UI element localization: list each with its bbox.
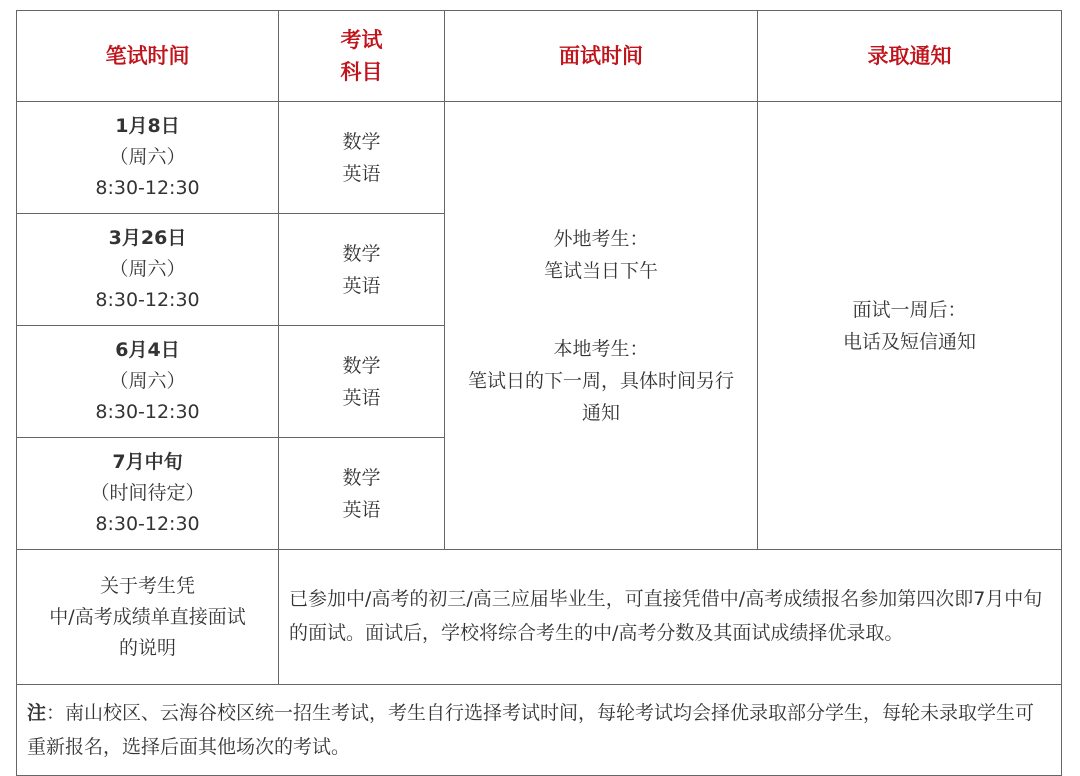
- exam-day-note: （时间待定）: [90, 482, 205, 504]
- exam-time: 8:30-12:30: [95, 177, 200, 199]
- header-exam-time: 笔试时间: [17, 11, 279, 102]
- notice-line1: 面试一周后：: [852, 298, 967, 321]
- header-row: [17, 11, 1062, 102]
- exam-time: 8:30-12:30: [95, 289, 200, 311]
- subject-english: 英语: [342, 162, 381, 185]
- exam-date: 3月26日: [108, 227, 187, 249]
- header-subject-line2: 科目: [340, 60, 383, 84]
- subject-math: 数学: [342, 242, 381, 265]
- exam-date: 6月4日: [115, 339, 180, 361]
- footer-note-row: [17, 685, 1062, 776]
- exam-day-note: （周六）: [109, 258, 186, 280]
- local-desc-line2: 通知: [581, 401, 620, 424]
- nonlocal-desc: 笔试当日下午: [543, 259, 658, 282]
- interview-time-cell: [445, 102, 758, 550]
- nonlocal-title: 外地考生：: [553, 227, 649, 250]
- exam-subjects-cell: [279, 102, 445, 214]
- header-subject: [279, 11, 445, 102]
- exam-subjects-cell: [279, 438, 445, 550]
- exam-date-cell: [17, 438, 279, 550]
- footer-text: ：南山校区、云海谷校区统一招生考试，考生自行选择考试时间，每轮考试均会择优录取部分学生，每轮未录取学生可重新报名，选择后面其他场次的考试。: [27, 702, 1035, 758]
- local-title: 本地考生：: [553, 337, 649, 360]
- subject-english: 英语: [342, 386, 381, 409]
- direct-interview-row: [17, 550, 1062, 685]
- spacer: [445, 287, 757, 333]
- exam-date-cell: [17, 214, 279, 326]
- exam-time: 8:30-12:30: [95, 401, 200, 423]
- admission-notice-cell: [758, 102, 1062, 550]
- direct-label-line3: 的说明: [118, 636, 176, 659]
- exam-row: [17, 102, 1062, 214]
- exam-day-note: （周六）: [109, 370, 186, 392]
- direct-label-line2: 中/高考成绩单直接面试: [49, 605, 246, 628]
- direct-interview-label-cell: [17, 550, 279, 685]
- subject-english: 英语: [342, 498, 381, 521]
- footer-note-cell: [17, 685, 1062, 776]
- notice-line2: 电话及短信通知: [842, 330, 976, 353]
- direct-label-line1: 关于考生凭: [99, 574, 195, 597]
- exam-date-cell: [17, 326, 279, 438]
- footer-label: 注: [27, 702, 47, 724]
- exam-subjects-cell: [279, 326, 445, 438]
- subject-math: 数学: [342, 354, 381, 377]
- local-desc-line1: 笔试日的下一周，具体时间另行: [467, 369, 734, 392]
- exam-day-note: （周六）: [109, 146, 186, 168]
- exam-date: 7月中旬: [112, 451, 183, 473]
- subject-math: 数学: [342, 466, 381, 489]
- subject-math: 数学: [342, 130, 381, 153]
- exam-date: 1月8日: [115, 115, 180, 137]
- header-interview-time: 面试时间: [445, 11, 758, 102]
- direct-interview-description: 已参加中/高考的初三/高三应届毕业生，可直接凭借中/高考成绩报名参加第四次即7月中旬的面试。面试后，学校将综合考生的中/高考分数及其面试成绩择优录取。: [279, 550, 1062, 685]
- subject-english: 英语: [342, 274, 381, 297]
- exam-date-cell: [17, 102, 279, 214]
- header-subject-line1: 考试: [340, 28, 383, 52]
- exam-time: 8:30-12:30: [95, 513, 200, 535]
- exam-subjects-cell: [279, 214, 445, 326]
- header-admission-notice: 录取通知: [758, 11, 1062, 102]
- admission-schedule-table: [16, 10, 1062, 776]
